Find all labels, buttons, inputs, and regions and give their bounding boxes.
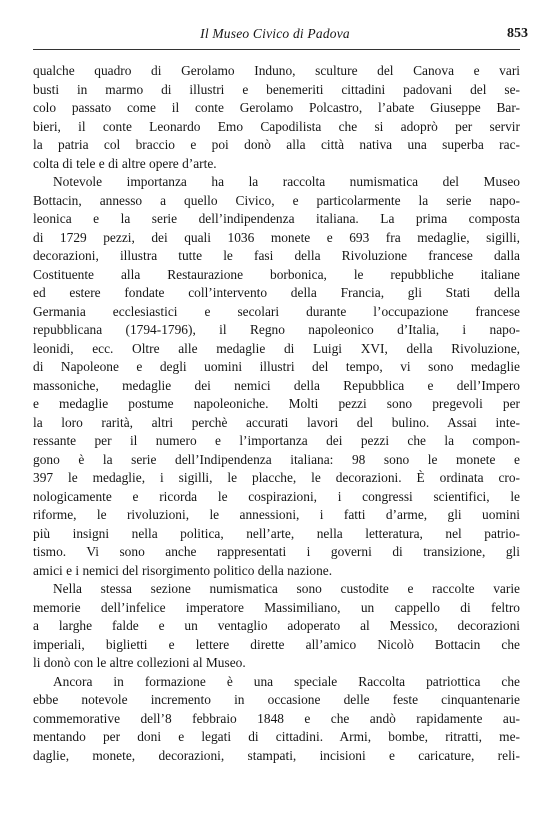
text-line: ed estere fondate coll’intervento della Francia, gli Stati della	[33, 285, 520, 300]
text-line: imperiali, biglietti e lettere dirette all’amico Nicolò Bottacin che	[33, 636, 520, 652]
text-line: tismo. Vi sono anche rappresentati i governi di transizione, gli	[33, 544, 520, 559]
text-line: più insigni nella politica, nell’arte, nella letteratura, nel patrio-	[33, 525, 520, 541]
page-number: 853	[507, 26, 528, 41]
text-line: nologicamente e ricorda le cospirazioni, i congressi scientifici, le	[33, 488, 520, 504]
text-line: busti in marmo di illustri e benemeriti cittadini padovani del se-	[33, 81, 520, 97]
text-line: gono è la serie dell’Indipendenza italiana: 98 sono le monete e	[33, 451, 520, 467]
text-line: li donò con le altre collezioni al Museo.	[33, 655, 246, 670]
text-line: Bottacin, annesso a quello Civico, e particolarmente la serie napo-	[33, 192, 520, 208]
running-title: Il Museo Civico di Padova	[200, 26, 350, 41]
text-line: leonica e la serie dell’indipendenza italiana. La prima composta	[33, 211, 520, 226]
text-line: Costituente alla Restaurazione borbonica, le repubbliche italiane	[33, 266, 520, 282]
text-line: bieri, il conte Leonardo Emo Capodilista che si adoprò per servir	[33, 118, 520, 134]
text-line: Nella stessa sezione numismatica sono custodite e raccolte varie	[53, 581, 520, 596]
text-line: Ancora in formazione è una speciale Raccolta patriottica che	[53, 673, 520, 689]
text-line: riforme, le rivoluzioni, le annessioni, i fatti d’arme, gli uomini	[33, 507, 520, 522]
text-line: di 1729 pezzi, dei quali 1036 monete e 693 fra medaglie, sigilli,	[33, 229, 520, 245]
text-line: la patria col braccio e poi donò alla città nativa una superba rac-	[33, 137, 520, 152]
text-line: amici e i nemici del risorgimento politico della nazione.	[33, 562, 333, 578]
text-line: ressante per il numero e l’importanza dei pezzi che la compon-	[33, 433, 520, 448]
text-line: colta di tele e di altre opere d’arte.	[33, 155, 217, 171]
text-line: la loro rarità, altri perchè accurati lavori del bulino. Assai inte-	[33, 414, 520, 430]
text-line: 397 le medaglie, i sigilli, le placche, le decorazioni. È ordinata cro-	[33, 470, 520, 485]
text-line: mentando per doni e legati di cittadini. Armi, bombe, ritratti, me-	[33, 729, 520, 744]
text-line: colo passato come il conte Gerolamo Polcastro, l’abate Giuseppe Bar-	[33, 100, 520, 115]
body-text	[33, 62, 520, 765]
text-line: memorie dell’infelice imperatore Massimiliano, un cappello di feltro	[33, 599, 520, 615]
text-line: di Napoleone e degli uomini illustri del tempo, vi sono medaglie	[33, 359, 520, 374]
text-line: daglie, monete, decorazioni, stampati, incisioni e caricature, reli-	[33, 747, 520, 763]
text-line: Notevole importanza ha la raccolta numismatica del Museo	[53, 174, 520, 189]
text-line: commemorative dell’8 febbraio 1848 e che andò rapidamente au-	[33, 710, 520, 726]
page-header	[0, 26, 550, 46]
text-line: leonidi, ecc. Oltre alle medaglie di Luigi XVI, della Rivoluzione,	[33, 340, 520, 356]
text-line: repubblicana (1794-1796), il Regno napoleonico d’Italia, i napo-	[33, 322, 520, 337]
text-line: e medaglie postume napoleoniche. Molti pezzi sono pregevoli per	[33, 396, 520, 411]
header-rule	[33, 49, 520, 50]
text-line: qualche quadro di Gerolamo Induno, sculture del Canova e vari	[33, 63, 520, 78]
text-line: decorazioni, illustra tutte le fasi della Rivoluzione francese dalla	[33, 248, 520, 263]
text-line: ebbe notevole incremento in occasione delle feste cinquantenarie	[33, 692, 520, 707]
text-line: massoniche, medaglie dei nemici della Repubblica e dell’Impero	[33, 377, 520, 393]
text-line: Germania ecclesiastici e secolari durante l’occupazione francese	[33, 303, 520, 319]
text-line: a larghe falde e un ventaglio adoperato al Messico, decorazioni	[33, 618, 520, 633]
